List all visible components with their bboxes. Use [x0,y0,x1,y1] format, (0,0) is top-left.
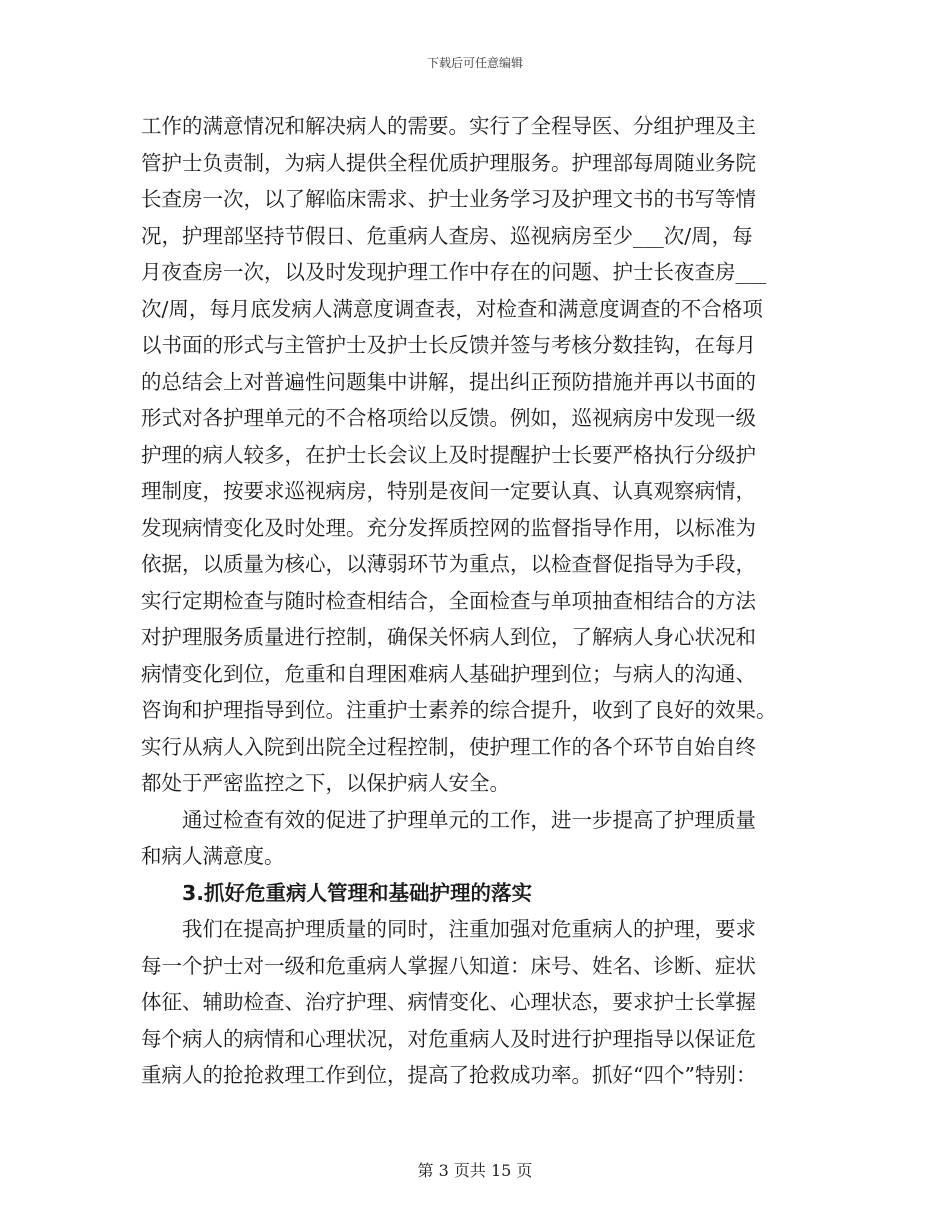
text-line: 每个病人的病情和心理状况，对危重病人及时进行护理指导以保证危 [141,1026,756,1051]
page-header: 下载后可任意编辑 [426,56,523,70]
paragraph-3 [141,911,807,1094]
text-line: 管护士负责制，为病人提供全程优质护理服务。护理部每周随业务院 [141,150,756,175]
text-line: 都处于严密监控之下，以保护病人安全。 [141,771,510,795]
text-line: 重病人的抢抢救理工作到位，提高了抢救成功率。抓好“四个”特别： [141,1063,757,1087]
text-line: 实行定期检查与随时检查相结合，全面检查与单项抽查相结合的方法 [141,588,756,613]
text-line: 通过检查有效的促进了护理单元的工作，进一步提高了护理质量 [182,807,756,832]
text-line: 每一个护士对一级和危重病人掌握八知道：床号、姓名、诊断、症状 [141,953,756,978]
text-line: 我们在提高护理质量的同时，注重加强对危重病人的护理，要求 [182,917,756,941]
text-line: 和病人满意度。 [141,844,285,868]
text-line: 依据，以质量为核心，以薄弱环节为重点，以检查督促指导为手段， [141,552,756,576]
text-line: 咨询和护理指导到位。注重护士素养的综合提升，收到了良好的效果。 [141,698,777,722]
text-line: 护理的病人较多，在护士长会议上及时提醒护士长要严格执行分级护 [141,442,756,467]
text-line: 长查房一次，以了解临床需求、护士业务学习及护理文书的书写等情 [141,187,756,211]
page-number: 第 3 页共 15 页 [417,1161,533,1180]
text-line: 的总结会上对普遍性问题集中讲解，提出纠正预防措施并再以书面的 [141,369,756,394]
text-line: 以书面的形式与主管护士及护士长反馈并签与考核分数挂钩，在每月 [141,333,756,357]
text-line: 实行从病人入院到出院全过程控制，使护理工作的各个环节自始自终 [141,734,756,759]
paragraph-1 [141,108,807,802]
text-line: 病情变化到位，危重和自理困难病人基础护理到位；与病人的沟通、 [141,661,756,686]
text-line: 况，护理部坚持节假日、危重病人查房、巡视病房至少___次/周，每 [141,223,753,248]
text-line: 次/周，每月底发病人满意度调查表，对检查和满意度调查的不合格项 [141,296,763,321]
text-line: 理制度，按要求巡视病房，特别是夜间一定要认真、认真观察病情， [141,479,756,503]
text-line: 月夜查房一次，以及时发现护理工作中存在的问题、护士长夜查房___ [141,260,767,284]
section-heading: 3.抓好危重病人管理和基础护理的落实 [182,880,533,905]
text-line: 形式对各护理单元的不合格项给以反馈。例如，巡视病房中发现一级 [141,406,756,430]
paragraph-2 [141,802,807,875]
text-line: 发现病情变化及时处理。充分发挥质控网的监督指导作用，以标准为 [141,515,756,540]
document-body [141,108,807,1094]
text-line: 体征、辅助检查、治疗护理、病情变化、心理状态，要求护士长掌握 [141,990,756,1014]
text-line: 工作的满意情况和解决病人的需要。实行了全程导医、分组护理及主 [141,114,756,138]
text-line: 对护理服务质量进行控制，确保关怀病人到位，了解病人身心状况和 [141,625,756,649]
